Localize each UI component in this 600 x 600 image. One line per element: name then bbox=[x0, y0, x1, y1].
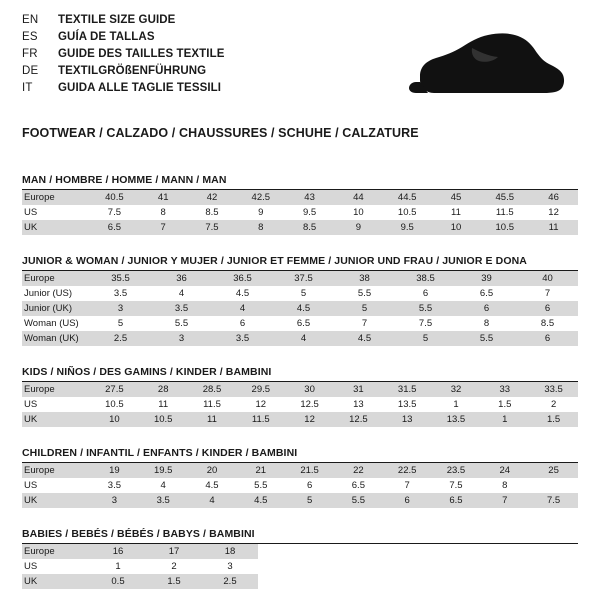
table-cell: 11.5 bbox=[188, 397, 237, 412]
table-cell: 12 bbox=[285, 412, 334, 427]
table-cell: 6 bbox=[517, 301, 578, 316]
table-cell: 8.5 bbox=[517, 316, 578, 331]
table-cell: 28 bbox=[139, 382, 188, 397]
row-label: Woman (UK) bbox=[22, 331, 90, 346]
table-cell: 8 bbox=[139, 205, 188, 220]
row-label: UK bbox=[22, 220, 90, 235]
table-cell: 19.5 bbox=[139, 463, 188, 478]
size-table bbox=[22, 190, 578, 235]
table-cell: 3.5 bbox=[212, 331, 273, 346]
table-row bbox=[22, 301, 578, 316]
page-title: FOOTWEAR / CALZADO / CHAUSSURES / SCHUHE / CALZATURE bbox=[22, 126, 419, 140]
table-cell: 10.5 bbox=[480, 220, 529, 235]
table-cell: 7 bbox=[334, 316, 395, 331]
row-label: US bbox=[22, 559, 90, 574]
size-table-title: KIDS / NIÑOS / DES GAMINS / KINDER / BAMBINI bbox=[22, 366, 578, 382]
table-cell: 11.5 bbox=[236, 412, 285, 427]
table-row bbox=[22, 382, 578, 397]
table-cell: 9.5 bbox=[383, 220, 432, 235]
table-cell: 13.5 bbox=[432, 412, 481, 427]
row-label: Europe bbox=[22, 190, 90, 205]
language-title: GUÍA DE TALLAS bbox=[58, 31, 155, 43]
table-cell: 22.5 bbox=[383, 463, 432, 478]
table-cell: 45 bbox=[432, 190, 481, 205]
table-cell: 32 bbox=[432, 382, 481, 397]
row-label: UK bbox=[22, 574, 90, 589]
table-cell: 13.5 bbox=[383, 397, 432, 412]
table-cell: 25 bbox=[529, 463, 578, 478]
row-label: Junior (UK) bbox=[22, 301, 90, 316]
table-cell: 6.5 bbox=[90, 220, 139, 235]
language-row bbox=[22, 48, 225, 65]
table-cell: 41 bbox=[139, 190, 188, 205]
table-cell: 11 bbox=[139, 397, 188, 412]
table-cell: 36.5 bbox=[212, 271, 273, 286]
table-cell: 4.5 bbox=[273, 301, 334, 316]
table-cell: 4 bbox=[139, 478, 188, 493]
table-cell: 19 bbox=[90, 463, 139, 478]
table-cell: 5.5 bbox=[236, 478, 285, 493]
table-cell: 43 bbox=[285, 190, 334, 205]
table-cell: 1 bbox=[432, 397, 481, 412]
table-cell: 7.5 bbox=[432, 478, 481, 493]
table-cell: 5.5 bbox=[456, 331, 517, 346]
table-cell: 23.5 bbox=[432, 463, 481, 478]
table-cell: 3 bbox=[90, 493, 139, 508]
table-cell: 37.5 bbox=[273, 271, 334, 286]
table-cell: 13 bbox=[383, 412, 432, 427]
table-cell: 13 bbox=[334, 397, 383, 412]
table-cell: 6 bbox=[517, 331, 578, 346]
table-cell: 4.5 bbox=[188, 478, 237, 493]
table-cell: 2.5 bbox=[202, 574, 258, 589]
table-cell: 12.5 bbox=[285, 397, 334, 412]
table-cell: 16 bbox=[90, 544, 146, 559]
table-cell: 38.5 bbox=[395, 271, 456, 286]
table-cell: 6 bbox=[456, 301, 517, 316]
table-cell: 6.5 bbox=[273, 316, 334, 331]
table-cell: 1.5 bbox=[146, 574, 202, 589]
table-cell: 1.5 bbox=[529, 412, 578, 427]
size-table-block bbox=[22, 255, 578, 346]
table-cell: 3.5 bbox=[90, 478, 139, 493]
table-cell: 18 bbox=[202, 544, 258, 559]
language-code: DE bbox=[22, 65, 39, 77]
row-label: US bbox=[22, 397, 90, 412]
table-row bbox=[22, 190, 578, 205]
table-cell: 28.5 bbox=[188, 382, 237, 397]
size-table bbox=[22, 463, 578, 508]
table-cell: 22 bbox=[334, 463, 383, 478]
size-table bbox=[22, 544, 258, 589]
table-cell: 5 bbox=[90, 316, 151, 331]
table-cell: 10.5 bbox=[90, 397, 139, 412]
size-tables bbox=[22, 174, 578, 589]
table-cell: 6 bbox=[395, 286, 456, 301]
size-table-title: JUNIOR & WOMAN / JUNIOR Y MUJER / JUNIOR ET FEMME / JUNIOR UND FRAU / JUNIOR E DONA bbox=[22, 255, 578, 271]
table-cell: 42.5 bbox=[236, 190, 285, 205]
language-title: TEXTILGRÖßENFÜHRUNG bbox=[58, 65, 207, 77]
table-row bbox=[22, 493, 578, 508]
table-cell: 12 bbox=[236, 397, 285, 412]
table-cell: 17 bbox=[146, 544, 202, 559]
size-table-block bbox=[22, 528, 578, 589]
table-row bbox=[22, 331, 578, 346]
table-cell: 7 bbox=[480, 493, 529, 508]
table-row bbox=[22, 271, 578, 286]
table-cell: 8 bbox=[236, 220, 285, 235]
table-cell: 12.5 bbox=[334, 412, 383, 427]
table-cell: 45.5 bbox=[480, 190, 529, 205]
row-label: UK bbox=[22, 412, 90, 427]
table-cell: 46 bbox=[529, 190, 578, 205]
language-title: TEXTILE SIZE GUIDE bbox=[58, 14, 176, 26]
table-cell: 27.5 bbox=[90, 382, 139, 397]
size-table-block bbox=[22, 447, 578, 508]
language-code: ES bbox=[22, 31, 38, 43]
language-title: GUIDE DES TAILLES TEXTILE bbox=[58, 48, 225, 60]
table-cell: 1 bbox=[480, 412, 529, 427]
table-cell: 5 bbox=[285, 493, 334, 508]
table-cell: 6.5 bbox=[432, 493, 481, 508]
table-row bbox=[22, 220, 578, 235]
table-cell: 3 bbox=[90, 301, 151, 316]
size-table-block bbox=[22, 366, 578, 427]
size-table bbox=[22, 382, 578, 427]
table-cell: 1.5 bbox=[480, 397, 529, 412]
table-cell: 8.5 bbox=[188, 205, 237, 220]
table-cell: 6 bbox=[383, 493, 432, 508]
table-cell: 44.5 bbox=[383, 190, 432, 205]
table-cell: 0.5 bbox=[90, 574, 146, 589]
row-label: Europe bbox=[22, 544, 90, 559]
table-cell: 9 bbox=[334, 220, 383, 235]
language-code: FR bbox=[22, 48, 38, 60]
row-label: Woman (US) bbox=[22, 316, 90, 331]
language-row bbox=[22, 31, 225, 48]
table-cell: 4.5 bbox=[236, 493, 285, 508]
row-label: Europe bbox=[22, 271, 90, 286]
table-cell: 2 bbox=[146, 559, 202, 574]
size-table-title: MAN / HOMBRE / HOMME / MANN / MAN bbox=[22, 174, 578, 190]
table-cell: 4 bbox=[151, 286, 212, 301]
table-cell: 8 bbox=[480, 478, 529, 493]
table-cell: 4 bbox=[212, 301, 273, 316]
row-label: Junior (US) bbox=[22, 286, 90, 301]
row-label: US bbox=[22, 205, 90, 220]
table-cell: 20 bbox=[188, 463, 237, 478]
table-cell: 9.5 bbox=[285, 205, 334, 220]
table-cell: 11 bbox=[529, 220, 578, 235]
table-cell: 4 bbox=[188, 493, 237, 508]
table-row bbox=[22, 397, 578, 412]
table-cell: 4.5 bbox=[334, 331, 395, 346]
table-cell: 33.5 bbox=[529, 382, 578, 397]
table-cell: 10.5 bbox=[139, 412, 188, 427]
size-table bbox=[22, 271, 578, 346]
language-code: EN bbox=[22, 14, 39, 26]
table-cell: 5 bbox=[334, 301, 395, 316]
table-cell: 39 bbox=[456, 271, 517, 286]
table-cell: 3.5 bbox=[151, 301, 212, 316]
row-label: UK bbox=[22, 493, 90, 508]
table-cell: 5 bbox=[273, 286, 334, 301]
table-cell: 3 bbox=[202, 559, 258, 574]
table-cell: 5 bbox=[395, 331, 456, 346]
table-cell: 21.5 bbox=[285, 463, 334, 478]
table-cell: 3.5 bbox=[90, 286, 151, 301]
table-cell: 6.5 bbox=[334, 478, 383, 493]
table-cell: 44 bbox=[334, 190, 383, 205]
table-cell: 7 bbox=[139, 220, 188, 235]
size-table-block bbox=[22, 174, 578, 235]
table-cell: 3.5 bbox=[139, 493, 188, 508]
table-cell: 2 bbox=[529, 397, 578, 412]
size-table-title: BABIES / BEBÉS / BÉBÉS / BABYS / BAMBINI bbox=[22, 528, 578, 544]
table-cell: 8 bbox=[456, 316, 517, 331]
table-cell: 5.5 bbox=[334, 286, 395, 301]
table-cell: 6 bbox=[285, 478, 334, 493]
document-header bbox=[22, 14, 578, 114]
table-cell: 10.5 bbox=[383, 205, 432, 220]
table-cell: 9 bbox=[236, 205, 285, 220]
table-row bbox=[22, 205, 578, 220]
size-table-title: CHILDREN / INFANTIL / ENFANTS / KINDER / BAMBINI bbox=[22, 447, 578, 463]
table-cell: 24 bbox=[480, 463, 529, 478]
table-cell: 10 bbox=[432, 220, 481, 235]
language-title: GUIDA ALLE TAGLIE TESSILI bbox=[58, 82, 222, 94]
table-cell: 29.5 bbox=[236, 382, 285, 397]
table-cell: 33 bbox=[480, 382, 529, 397]
table-cell: 5.5 bbox=[334, 493, 383, 508]
table-cell: 31.5 bbox=[383, 382, 432, 397]
table-cell: 4.5 bbox=[212, 286, 273, 301]
table-cell: 10 bbox=[334, 205, 383, 220]
language-code: IT bbox=[22, 82, 33, 94]
table-cell: 7.5 bbox=[90, 205, 139, 220]
table-cell: 7.5 bbox=[529, 493, 578, 508]
table-cell: 3 bbox=[151, 331, 212, 346]
table-cell: 6.5 bbox=[456, 286, 517, 301]
language-row bbox=[22, 14, 225, 31]
table-row bbox=[22, 478, 578, 493]
row-label: US bbox=[22, 478, 90, 493]
language-row bbox=[22, 82, 225, 99]
table-cell: 31 bbox=[334, 382, 383, 397]
language-title-list bbox=[22, 14, 225, 99]
table-cell: 10 bbox=[90, 412, 139, 427]
table-row bbox=[22, 544, 258, 559]
table-row bbox=[22, 463, 578, 478]
table-row bbox=[22, 559, 258, 574]
table-cell: 11.5 bbox=[480, 205, 529, 220]
table-cell: 5.5 bbox=[395, 301, 456, 316]
table-cell: 30 bbox=[285, 382, 334, 397]
table-cell: 38 bbox=[334, 271, 395, 286]
table-cell: 7 bbox=[383, 478, 432, 493]
row-label: Europe bbox=[22, 463, 90, 478]
dress-shoe-icon bbox=[376, 30, 566, 114]
table-cell: 40.5 bbox=[90, 190, 139, 205]
table-cell bbox=[529, 478, 578, 493]
table-cell: 11 bbox=[432, 205, 481, 220]
table-cell: 4 bbox=[273, 331, 334, 346]
table-cell: 36 bbox=[151, 271, 212, 286]
table-row bbox=[22, 574, 258, 589]
row-label: Europe bbox=[22, 382, 90, 397]
table-cell: 42 bbox=[188, 190, 237, 205]
table-cell: 7.5 bbox=[188, 220, 237, 235]
table-cell: 6 bbox=[212, 316, 273, 331]
table-cell: 7 bbox=[517, 286, 578, 301]
table-cell: 8.5 bbox=[285, 220, 334, 235]
table-cell: 5.5 bbox=[151, 316, 212, 331]
table-cell: 21 bbox=[236, 463, 285, 478]
table-row bbox=[22, 286, 578, 301]
table-cell: 12 bbox=[529, 205, 578, 220]
table-cell: 2.5 bbox=[90, 331, 151, 346]
language-row bbox=[22, 65, 225, 82]
table-row bbox=[22, 412, 578, 427]
table-cell: 35.5 bbox=[90, 271, 151, 286]
table-cell: 1 bbox=[90, 559, 146, 574]
table-row bbox=[22, 316, 578, 331]
table-cell: 11 bbox=[188, 412, 237, 427]
table-cell: 40 bbox=[517, 271, 578, 286]
table-cell: 7.5 bbox=[395, 316, 456, 331]
